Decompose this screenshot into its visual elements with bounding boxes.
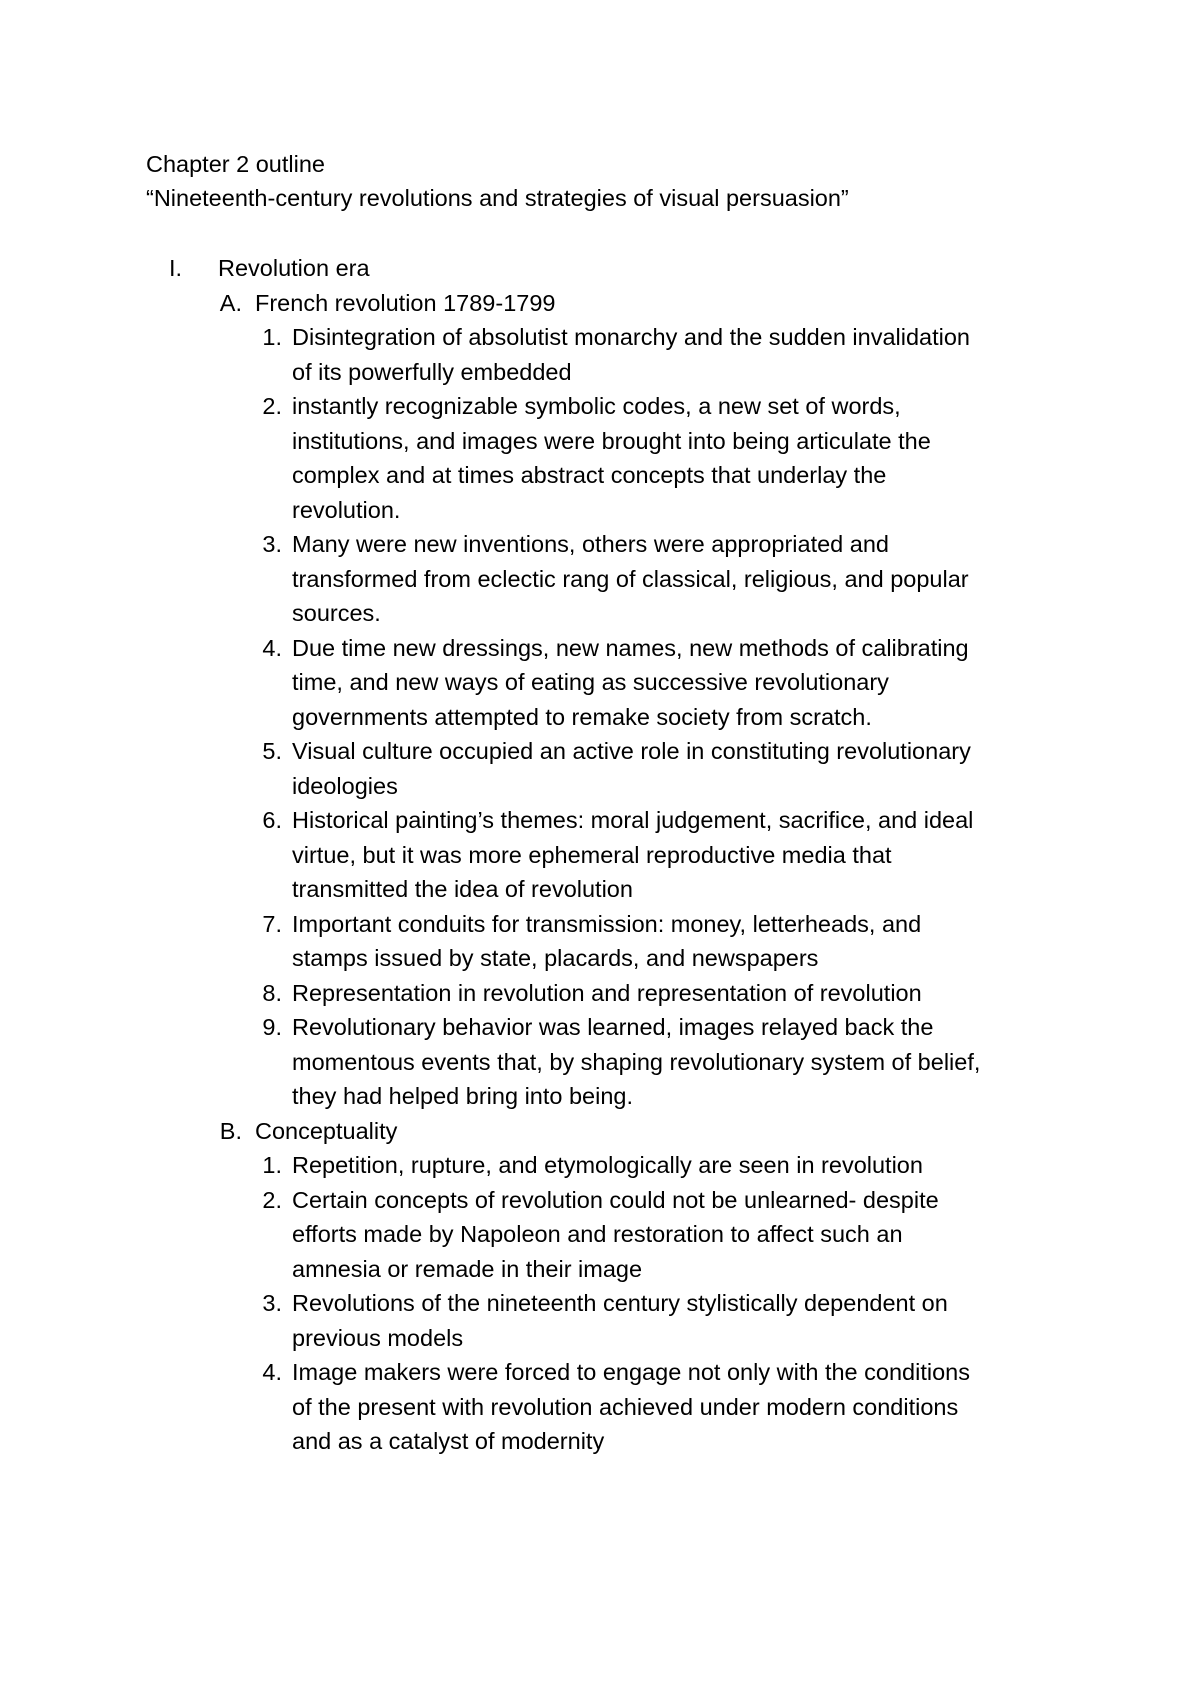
subsection-marker: B. <box>219 1117 242 1144</box>
list-item-text: stamps issued by state, placards, and newspapers <box>292 945 819 971</box>
list-item <box>0 389 1200 424</box>
list-item-continuation <box>0 424 1200 459</box>
list-item <box>0 976 1200 1011</box>
list-item-continuation <box>0 941 1200 976</box>
list-item-text: Due time new dressings, new names, new methods of calibrating <box>292 634 969 661</box>
list-item-marker: 9. <box>262 1014 282 1040</box>
list-item-marker: 1. <box>262 324 282 350</box>
list-item-marker: 4. <box>262 1359 282 1385</box>
subsection-B <box>0 1114 1200 1149</box>
list-item-continuation <box>0 458 1200 493</box>
list-item-text: Many were new inventions, others were appropriated and <box>292 531 889 557</box>
list-item <box>0 631 1200 666</box>
document-title: Chapter 2 outline <box>146 151 325 177</box>
list-item-text: Revolutions of the nineteenth century stylistically dependent on <box>292 1290 948 1316</box>
list-item-continuation <box>0 665 1200 700</box>
list-item-text: time, and new ways of eating as successive revolutionary <box>292 669 889 695</box>
list-item-text: efforts made by Napoleon and restoration to affect such an <box>292 1221 903 1247</box>
list-item <box>0 907 1200 942</box>
list-item-text: they had helped bring into being. <box>292 1083 634 1109</box>
list-item <box>0 1355 1200 1390</box>
list-item-continuation <box>0 1390 1200 1425</box>
section-I <box>0 251 1200 286</box>
list-item-marker: 8. <box>262 979 282 1006</box>
list-item-marker: 2. <box>262 393 282 419</box>
list-item-text: amnesia or remade in their image <box>292 1255 643 1282</box>
list-item-text: previous models <box>292 1324 464 1351</box>
list-item-continuation <box>0 872 1200 907</box>
list-item <box>0 803 1200 838</box>
list-item-continuation <box>0 596 1200 631</box>
list-item-text: momentous events that, by shaping revolutionary system of belief, <box>292 1048 981 1075</box>
list-item <box>0 1286 1200 1321</box>
subsection-marker: A. <box>219 289 242 316</box>
list-item-text: Repetition, rupture, and etymologically are seen in revolution <box>292 1152 923 1178</box>
list-item-continuation <box>0 1424 1200 1459</box>
list-item-marker: 3. <box>262 531 282 557</box>
list-item <box>0 1148 1200 1183</box>
document-subtitle: “Nineteenth-century revolutions and strategies of visual persuasion” <box>146 185 849 211</box>
list-item-text: institutions, and images were brought into being articulate the <box>292 427 931 454</box>
list-item-continuation <box>0 1252 1200 1287</box>
subsection-A <box>0 286 1200 321</box>
list-item-marker: 2. <box>262 1186 282 1213</box>
list-item-text: Important conduits for transmission: money, letterheads, and <box>292 910 922 937</box>
list-item-continuation <box>0 562 1200 597</box>
section-label: Revolution era <box>218 255 370 281</box>
subsection-label: French revolution 1789-1799 <box>255 289 556 316</box>
list-item-text: and as a catalyst of modernity <box>292 1428 605 1454</box>
list-item <box>0 527 1200 562</box>
list-item-text: ideologies <box>292 772 398 799</box>
list-item-text: sources. <box>292 600 381 626</box>
list-item-text: Image makers were forced to engage not only with the conditions <box>292 1359 970 1385</box>
list-item-text: Representation in revolution and representation of revolution <box>292 979 922 1006</box>
subsection-B-list <box>0 1148 1200 1459</box>
list-item-text: of the present with revolution achieved under modern conditions <box>292 1393 959 1420</box>
list-item-marker: 6. <box>262 807 282 833</box>
list-item-continuation <box>0 1217 1200 1252</box>
list-item-continuation <box>0 1045 1200 1080</box>
list-item-marker: 3. <box>262 1290 282 1316</box>
list-item-text: virtue, but it was more ephemeral reproductive media that <box>292 841 892 868</box>
list-item-marker: 5. <box>262 738 282 764</box>
section-marker: I. <box>168 255 182 281</box>
list-item-continuation <box>0 355 1200 390</box>
list-item-continuation <box>0 700 1200 735</box>
subsection-label: Conceptuality <box>255 1117 398 1144</box>
list-item-marker: 4. <box>262 634 282 661</box>
list-item-text: Certain concepts of revolution could not be unlearned- despite <box>292 1186 939 1213</box>
list-item <box>0 320 1200 355</box>
list-item <box>0 1010 1200 1045</box>
subsection-A-list <box>0 320 1200 1114</box>
list-item-text: complex and at times abstract concepts that underlay the <box>292 462 887 488</box>
list-item <box>0 1183 1200 1218</box>
list-item-text: governments attempted to remake society from scratch. <box>292 703 872 730</box>
list-item-continuation <box>0 1079 1200 1114</box>
list-item-text: transformed from eclectic rang of classical, religious, and popular <box>292 565 969 592</box>
list-item-continuation <box>0 769 1200 804</box>
list-item-marker: 7. <box>262 910 282 937</box>
list-item <box>0 734 1200 769</box>
list-item-text: Visual culture occupied an active role in constituting revolutionary <box>292 738 971 764</box>
list-item-marker: 1. <box>262 1152 282 1178</box>
list-item-text: transmitted the idea of revolution <box>292 876 633 902</box>
list-item-text: instantly recognizable symbolic codes, a new set of words, <box>292 393 901 419</box>
list-item-text: Revolutionary behavior was learned, images relayed back the <box>292 1014 934 1040</box>
list-item-text: Historical painting’s themes: moral judgement, sacrifice, and ideal <box>292 807 974 833</box>
list-item-continuation <box>0 1321 1200 1356</box>
list-item-text: revolution. <box>292 496 401 523</box>
list-item-text: Disintegration of absolutist monarchy and the sudden invalidation <box>292 324 971 350</box>
list-item-continuation <box>0 838 1200 873</box>
outline <box>0 251 1200 1459</box>
list-item-text: of its powerfully embedded <box>292 358 572 385</box>
list-item-continuation <box>0 493 1200 528</box>
